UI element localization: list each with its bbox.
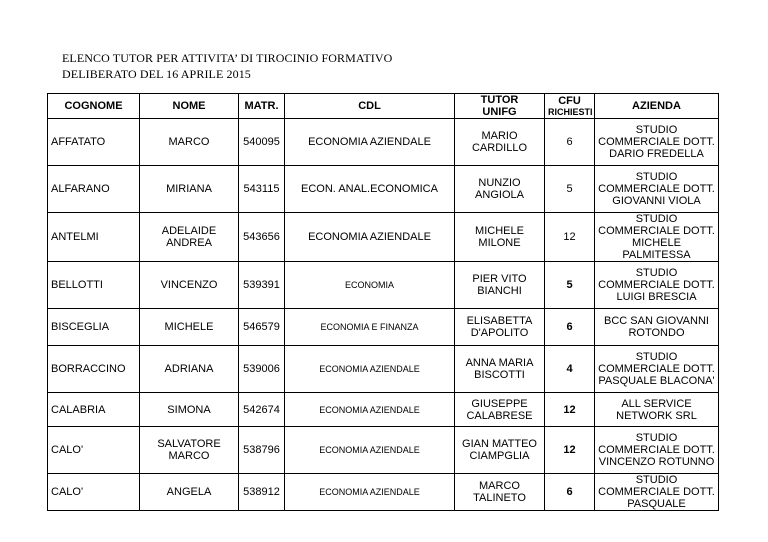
cell-cognome: ALFARANO (48, 166, 140, 213)
table-header-row (48, 94, 719, 119)
cell-cdl: ECONOMIA AZIENDALE (285, 474, 455, 511)
heading-title: ELENCO TUTOR PER ATTIVITA’ DI TIROCINIO FORMATIVO (62, 51, 393, 65)
cell-cfu: 12 (545, 427, 595, 474)
header-cdl: CDL (285, 94, 455, 119)
cell-cfu: 5 (545, 262, 595, 309)
cell-cdl: ECONOMIA AZIENDALE (285, 346, 455, 393)
table-row (48, 474, 719, 511)
cell-cognome: AFFATATO (48, 119, 140, 166)
cell-azienda: STUDIO COMMERCIALE DOTT. LUIGI BRESCIA (595, 262, 719, 309)
cell-cognome: CALO' (48, 427, 140, 474)
cell-cognome: CALABRIA (48, 393, 140, 427)
cell-matr: 543656 (239, 213, 285, 262)
cell-nome: ANGELA (140, 474, 239, 511)
heading-subtitle: DELIBERATO DEL 16 APRILE 2015 (62, 67, 251, 81)
cell-tutor: MARCO TALINETO (455, 474, 545, 511)
cell-cfu: 6 (545, 119, 595, 166)
cell-matr: 542674 (239, 393, 285, 427)
table-row (48, 213, 719, 262)
cell-cdl: ECONOMIA (285, 262, 455, 309)
cell-matr: 538796 (239, 427, 285, 474)
cell-matr: 540095 (239, 119, 285, 166)
table-row (48, 119, 719, 166)
cell-cfu: 12 (545, 393, 595, 427)
cell-cognome: BELLOTTI (48, 262, 140, 309)
cell-tutor: MARIO CARDILLO (455, 119, 545, 166)
header-cfu-line1: CFU (558, 95, 581, 107)
cell-azienda: STUDIO COMMERCIALE DOTT. DARIO FREDELLA (595, 119, 719, 166)
cell-matr: 539391 (239, 262, 285, 309)
cell-cdl: ECONOMIA AZIENDALE (285, 213, 455, 262)
cell-azienda: STUDIO COMMERCIALE DOTT. VINCENZO ROTUNNO (595, 427, 719, 474)
header-tutor-line2: UNIFG (482, 106, 517, 118)
cell-matr: 538912 (239, 474, 285, 511)
table-row (48, 309, 719, 346)
table-row (48, 346, 719, 393)
cell-azienda: STUDIO COMMERCIALE DOTT. GIOVANNI VIOLA (595, 166, 719, 213)
cell-cfu: 6 (545, 309, 595, 346)
cell-tutor: ANNA MARIA BISCOTTI (455, 346, 545, 393)
cell-tutor: GIAN MATTEO CIAMPGLIA (455, 427, 545, 474)
cell-nome: ADRIANA (140, 346, 239, 393)
cell-cdl: ECONOMIA AZIENDALE (285, 119, 455, 166)
cell-cfu: 6 (545, 474, 595, 511)
cell-cognome: BORRACCINO (48, 346, 140, 393)
cell-matr: 543115 (239, 166, 285, 213)
table-row (48, 166, 719, 213)
cell-cfu: 12 (545, 213, 595, 262)
cell-nome: ADELAIDE ANDREA (140, 213, 239, 262)
document-heading (62, 50, 392, 82)
cell-cdl: ECON. ANAL.ECONOMICA (285, 166, 455, 213)
cell-cdl: ECONOMIA AZIENDALE (285, 427, 455, 474)
cell-tutor: PIER VITO BIANCHI (455, 262, 545, 309)
cell-azienda: BCC SAN GIOVANNI ROTONDO (595, 309, 719, 346)
cell-cdl: ECONOMIA AZIENDALE (285, 393, 455, 427)
header-cfu-line2: RICHIESTI (548, 107, 593, 117)
cell-cognome: CALO' (48, 474, 140, 511)
header-tutor-line1: TUTOR (480, 94, 519, 106)
header-nome: NOME (140, 94, 239, 119)
cell-nome: MARCO (140, 119, 239, 166)
table-row (48, 427, 719, 474)
cell-cfu: 5 (545, 166, 595, 213)
cell-azienda: STUDIO COMMERCIALE DOTT. PASQUALE BLACONA' (595, 346, 719, 393)
header-azienda: AZIENDA (595, 94, 719, 119)
cell-matr: 546579 (239, 309, 285, 346)
cell-tutor: ELISABETTA D'APOLITO (455, 309, 545, 346)
cell-tutor: NUNZIO ANGIOLA (455, 166, 545, 213)
cell-azienda: ALL SERVICE NETWORK SRL (595, 393, 719, 427)
cell-nome: MIRIANA (140, 166, 239, 213)
cell-cognome: BISCEGLIA (48, 309, 140, 346)
cell-matr: 539006 (239, 346, 285, 393)
header-matr: MATR. (239, 94, 285, 119)
table-row (48, 393, 719, 427)
cell-cfu: 4 (545, 346, 595, 393)
header-cognome: COGNOME (48, 94, 140, 119)
header-tutor (455, 94, 545, 119)
cell-nome: VINCENZO (140, 262, 239, 309)
header-cfu (545, 94, 595, 119)
cell-nome: SIMONA (140, 393, 239, 427)
cell-cognome: ANTELMI (48, 213, 140, 262)
table-row (48, 262, 719, 309)
cell-nome: SALVATORE MARCO (140, 427, 239, 474)
cell-tutor: GIUSEPPE CALABRESE (455, 393, 545, 427)
cell-azienda: STUDIO COMMERCIALE DOTT. PASQUALE (595, 474, 719, 511)
cell-cdl: ECONOMIA E FINANZA (285, 309, 455, 346)
cell-azienda: STUDIO COMMERCIALE DOTT. MICHELE PALMITESSA (595, 213, 719, 262)
cell-tutor: MICHELE MILONE (455, 213, 545, 262)
tutor-table (47, 93, 719, 511)
cell-nome: MICHELE (140, 309, 239, 346)
